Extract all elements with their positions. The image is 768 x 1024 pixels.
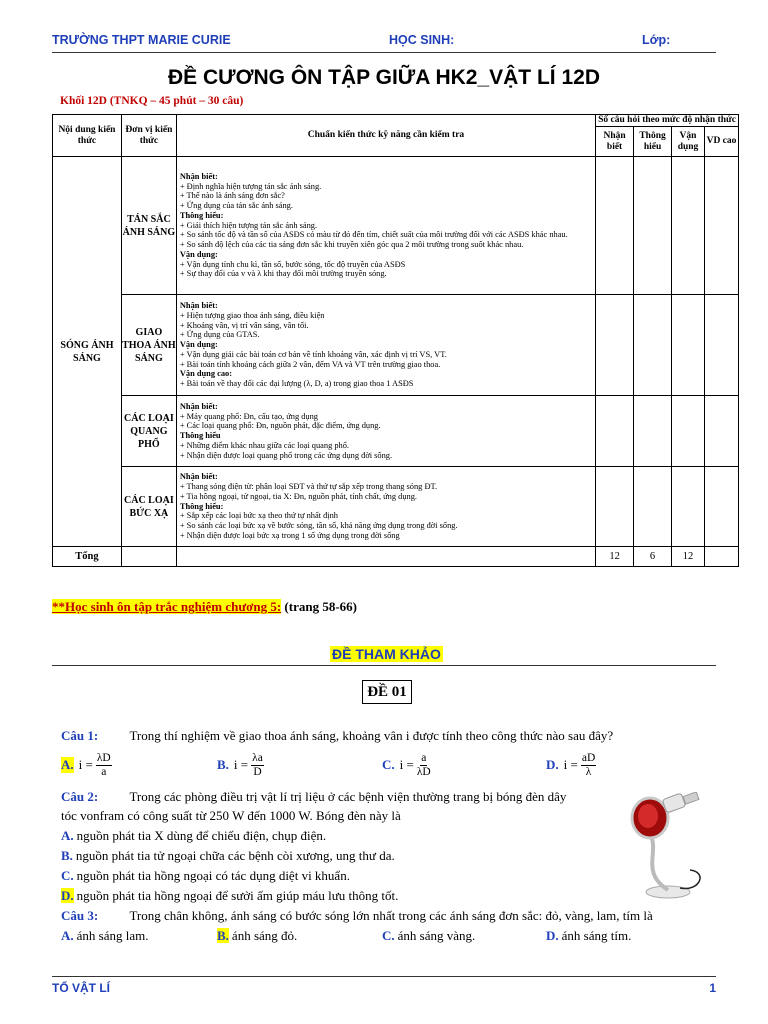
numerator: a xyxy=(421,752,427,764)
department-name: TỔ VẬT LÍ xyxy=(52,981,110,995)
review-note-highlight: **Học sinh ôn tập trắc nghiệm chương 5: xyxy=(52,599,282,614)
school-name: TRƯỜNG THPT MARIE CURIE xyxy=(52,33,231,47)
option-label: C. xyxy=(61,868,74,883)
page-number: 1 xyxy=(709,981,716,995)
table-row xyxy=(53,396,739,467)
option-text: nguồn phát tia hồng ngoại để sưởi ấm giúp máu lưu thông tốt. xyxy=(76,888,399,903)
standard-line: + Định nghĩa hiện tượng tán sắc ánh sáng. xyxy=(179,181,322,191)
header-level-group: Số câu hỏi theo mức độ nhận thức xyxy=(596,115,739,127)
total-apply: 12 xyxy=(672,547,705,567)
formula-lhs: i = xyxy=(563,757,578,773)
standard-line: + Hiện tượng giao thoa ánh sáng, điều kiện xyxy=(179,310,325,320)
standard-line: + Bài toán tính khoảng cách giữa 2 vân, đếm VA và VT trên trường giao thoa. xyxy=(179,359,441,369)
standard-line: + So sánh các loại bức xạ về bước sóng, tần số, khả năng ứng dụng trong đời sống. xyxy=(179,521,458,531)
question-label: Câu 3: xyxy=(61,908,99,923)
option-text: ánh sáng tím. xyxy=(561,928,632,943)
standard-cell xyxy=(176,157,595,295)
option-label: D. xyxy=(546,928,559,943)
question-2 xyxy=(61,787,566,807)
standard-line: + Nhận diện được loại bức xạ trong 1 số ứng dụng trong đời sống xyxy=(179,530,400,540)
standard-line: + Những điểm khác nhau giữa các loại quang phổ. xyxy=(179,440,350,450)
total-row xyxy=(53,547,739,567)
option-label: A. xyxy=(61,928,74,943)
numerator: λD xyxy=(96,752,111,764)
header-level-understand: Thông hiểu xyxy=(634,127,672,157)
standard-line: + Các loại quang phổ: Đn, nguồn phát, đặc điểm, ứng dụng. xyxy=(179,421,381,431)
q2-option-c[interactable] xyxy=(61,866,350,886)
level-heading: Thông hiểu: xyxy=(179,501,224,511)
standard-line: + So sánh tốc độ và tần số của ASĐS có màu từ đỏ đến tím, chiết suất của môi trường đối với các ASĐS khác nhau. xyxy=(179,230,568,240)
level-heading: Nhận biết: xyxy=(179,401,218,411)
option-label: C. xyxy=(382,757,395,773)
header-divider xyxy=(52,52,716,53)
level-heading: Nhận biết: xyxy=(179,171,218,181)
option-label: A. xyxy=(61,757,74,773)
option-label: B. xyxy=(217,928,229,943)
exam-label: ĐỀ 01 xyxy=(362,680,412,704)
header-level-recognize: Nhận biết xyxy=(596,127,634,157)
q3-option-c[interactable] xyxy=(382,926,475,946)
standard-line: + Vận dụng tính chu kì, tần số, bước sóng, tốc độ truyền của ASĐS xyxy=(179,259,406,269)
fraction xyxy=(96,752,112,778)
question-text: Trong thí nghiệm về giao thoa ánh sáng, khoảng vân i được tính theo công thức nào sau đây? xyxy=(129,728,614,743)
level-heading: Vận dụng cao: xyxy=(179,369,232,379)
review-note-pages: (trang 58-66) xyxy=(281,599,357,614)
standard-line: + Máy quang phổ: Đn, cấu tạo, ứng dụng xyxy=(179,411,318,421)
option-label: D. xyxy=(546,757,559,773)
level-heading: Vận dụng: xyxy=(179,249,218,259)
q1-option-d[interactable] xyxy=(546,752,596,778)
total-label: Tổng xyxy=(53,547,122,567)
standard-line: + Sự thay đổi của v và λ khi thay đổi môi trường truyền sóng. xyxy=(179,269,387,279)
level-heading: Thông hiểu xyxy=(179,431,221,440)
q1-option-a[interactable] xyxy=(61,752,112,778)
q3-option-a[interactable] xyxy=(61,926,148,946)
header-level-advanced: VD cao xyxy=(704,127,738,157)
option-text: ánh sáng lam. xyxy=(76,928,149,943)
table-row xyxy=(53,157,739,295)
standard-line: + Vận dụng giải các bài toán cơ bản về tính khoảng vân, xác định vị trí VS, VT. xyxy=(179,349,447,359)
header-standard: Chuẩn kiến thức kỹ năng cần kiểm tra xyxy=(176,115,595,157)
unit-cell: GIAO THOA ÁNH SÁNG xyxy=(121,295,176,396)
standard-line: + Nhận diện được loại quang phổ trong các ứng dụng đời sống. xyxy=(179,450,393,460)
formula-lhs: i = xyxy=(399,757,414,773)
section-divider xyxy=(52,665,716,666)
standard-line: + Tia hồng ngoại, tử ngoại, tia X: Đn, nguồn phát, tính chất, ứng dụng. xyxy=(179,491,417,501)
numerator: λa xyxy=(252,752,263,764)
question-text: tóc vonfram có công suất từ 250 W đến 1000 W. Bóng đèn này là xyxy=(61,808,401,823)
total-recognize: 12 xyxy=(596,547,634,567)
numerator: aD xyxy=(581,752,596,764)
review-note xyxy=(52,599,357,615)
level-heading: Nhận biết: xyxy=(179,301,218,311)
fraction xyxy=(417,752,431,778)
table-row xyxy=(53,295,739,396)
standard-cell xyxy=(176,467,595,547)
option-text: nguồn phát tia hồng ngoại có tác dụng diệt vi khuẩn. xyxy=(76,868,350,883)
standard-line: + Bài toán về thay đổi các đại lượng (λ, D, a) trong giao thoa 1 ASĐS xyxy=(179,379,414,389)
fraction xyxy=(581,752,596,778)
q1-option-c[interactable] xyxy=(382,752,431,778)
header-content: Nội dung kiến thức xyxy=(53,115,122,157)
question-2-continued xyxy=(61,806,401,826)
q2-option-d[interactable] xyxy=(61,886,398,906)
topic-cell: SÓNG ÁNH SÁNG xyxy=(53,157,122,547)
footer-divider xyxy=(52,976,716,977)
class-label: Lớp: xyxy=(642,33,671,47)
option-label: D. xyxy=(61,888,74,903)
total-understand: 6 xyxy=(634,547,672,567)
header-level-apply: Vận dụng xyxy=(672,127,705,157)
formula-lhs: i = xyxy=(233,757,249,773)
question-label: Câu 1: xyxy=(61,728,99,743)
standard-line: + Thế nào là ánh sáng đơn sắc? xyxy=(179,191,285,201)
knowledge-matrix-table xyxy=(52,114,739,567)
question-text: Trong chân không, ánh sáng có bước sóng lớn nhất trong các ánh sáng đơn sắc: đỏ, vàng, lam, tím là xyxy=(129,908,653,923)
question-1 xyxy=(61,726,613,746)
q2-option-a[interactable] xyxy=(61,826,326,846)
page-header xyxy=(52,30,716,52)
infrared-lamp-image xyxy=(620,792,715,900)
denominator: D xyxy=(253,765,262,778)
q3-option-d[interactable] xyxy=(546,926,631,946)
standard-line: + Sắp xếp các loại bức xạ theo thứ tự nhất định xyxy=(179,511,338,521)
standard-line: + Giải thích hiện tượng tán sắc ánh sáng. xyxy=(179,220,318,230)
unit-cell: CÁC LOẠI QUANG PHỔ xyxy=(121,396,176,467)
question-label: Câu 2: xyxy=(61,789,99,804)
q3-option-b[interactable] xyxy=(217,926,297,946)
unit-cell: TÁN SẮC ÁNH SÁNG xyxy=(121,157,176,295)
unit-cell: CÁC LOẠI BỨC XẠ xyxy=(121,467,176,547)
option-label: C. xyxy=(382,928,395,943)
standard-line: + Ứng dụng của GTAS. xyxy=(179,330,260,340)
standard-cell xyxy=(176,295,595,396)
q2-option-b[interactable] xyxy=(61,846,395,866)
option-text: nguồn phát tia tử ngoại chữa các bệnh còi xương, ung thư da. xyxy=(75,848,395,863)
fraction xyxy=(251,752,264,778)
standard-cell xyxy=(176,396,595,467)
standard-line: + Ứng dụng của tán sắc ánh sáng. xyxy=(179,201,293,211)
document-title: ĐỀ CƯƠNG ÔN TẬP GIỮA HK2_VẬT LÍ 12D xyxy=(168,66,600,89)
q1-option-b[interactable] xyxy=(217,752,264,778)
total-advanced xyxy=(704,547,738,567)
question-3 xyxy=(61,906,653,926)
level-heading: Vận dụng: xyxy=(179,340,218,350)
table-row xyxy=(53,467,739,547)
option-text: nguồn phát tia X dùng để chiếu điện, chụp điện. xyxy=(76,828,327,843)
standard-line: + So sánh độ lệch của các tia sáng đơn sắc khi truyền xiên góc qua 2 môi trường trong suốt khác nhau. xyxy=(179,240,524,250)
level-heading: Nhận biết: xyxy=(179,472,218,482)
standard-line: + Khoảng vân, vị trí vân sáng, vân tối. xyxy=(179,320,309,330)
standard-line: + Thang sóng điện từ: phân loại SĐT và thứ tự sắp xếp trong thang sóng ĐT. xyxy=(179,482,438,492)
document-subtitle: Khối 12D (TNKQ – 45 phút – 30 câu) xyxy=(60,95,244,107)
level-heading: Thông hiểu: xyxy=(179,210,224,220)
denominator: a xyxy=(101,765,107,778)
option-label: B. xyxy=(61,848,73,863)
page-footer xyxy=(52,981,716,997)
question-text: Trong các phòng điều trị vật lí trị liệu ở các bệnh viện thường trang bị bóng đèn dây xyxy=(129,789,567,804)
section-title: ĐỀ THAM KHẢO xyxy=(332,646,441,662)
option-text: ánh sáng đỏ. xyxy=(231,928,298,943)
student-label: HỌC SINH: xyxy=(389,33,455,47)
option-label: B. xyxy=(217,757,229,773)
option-text: ánh sáng vàng. xyxy=(397,928,476,943)
formula-lhs: i = xyxy=(78,757,93,773)
header-unit: Đơn vị kiến thức xyxy=(121,115,176,157)
option-label: A. xyxy=(61,828,74,843)
denominator: λD xyxy=(416,765,431,778)
denominator: λ xyxy=(585,765,592,778)
